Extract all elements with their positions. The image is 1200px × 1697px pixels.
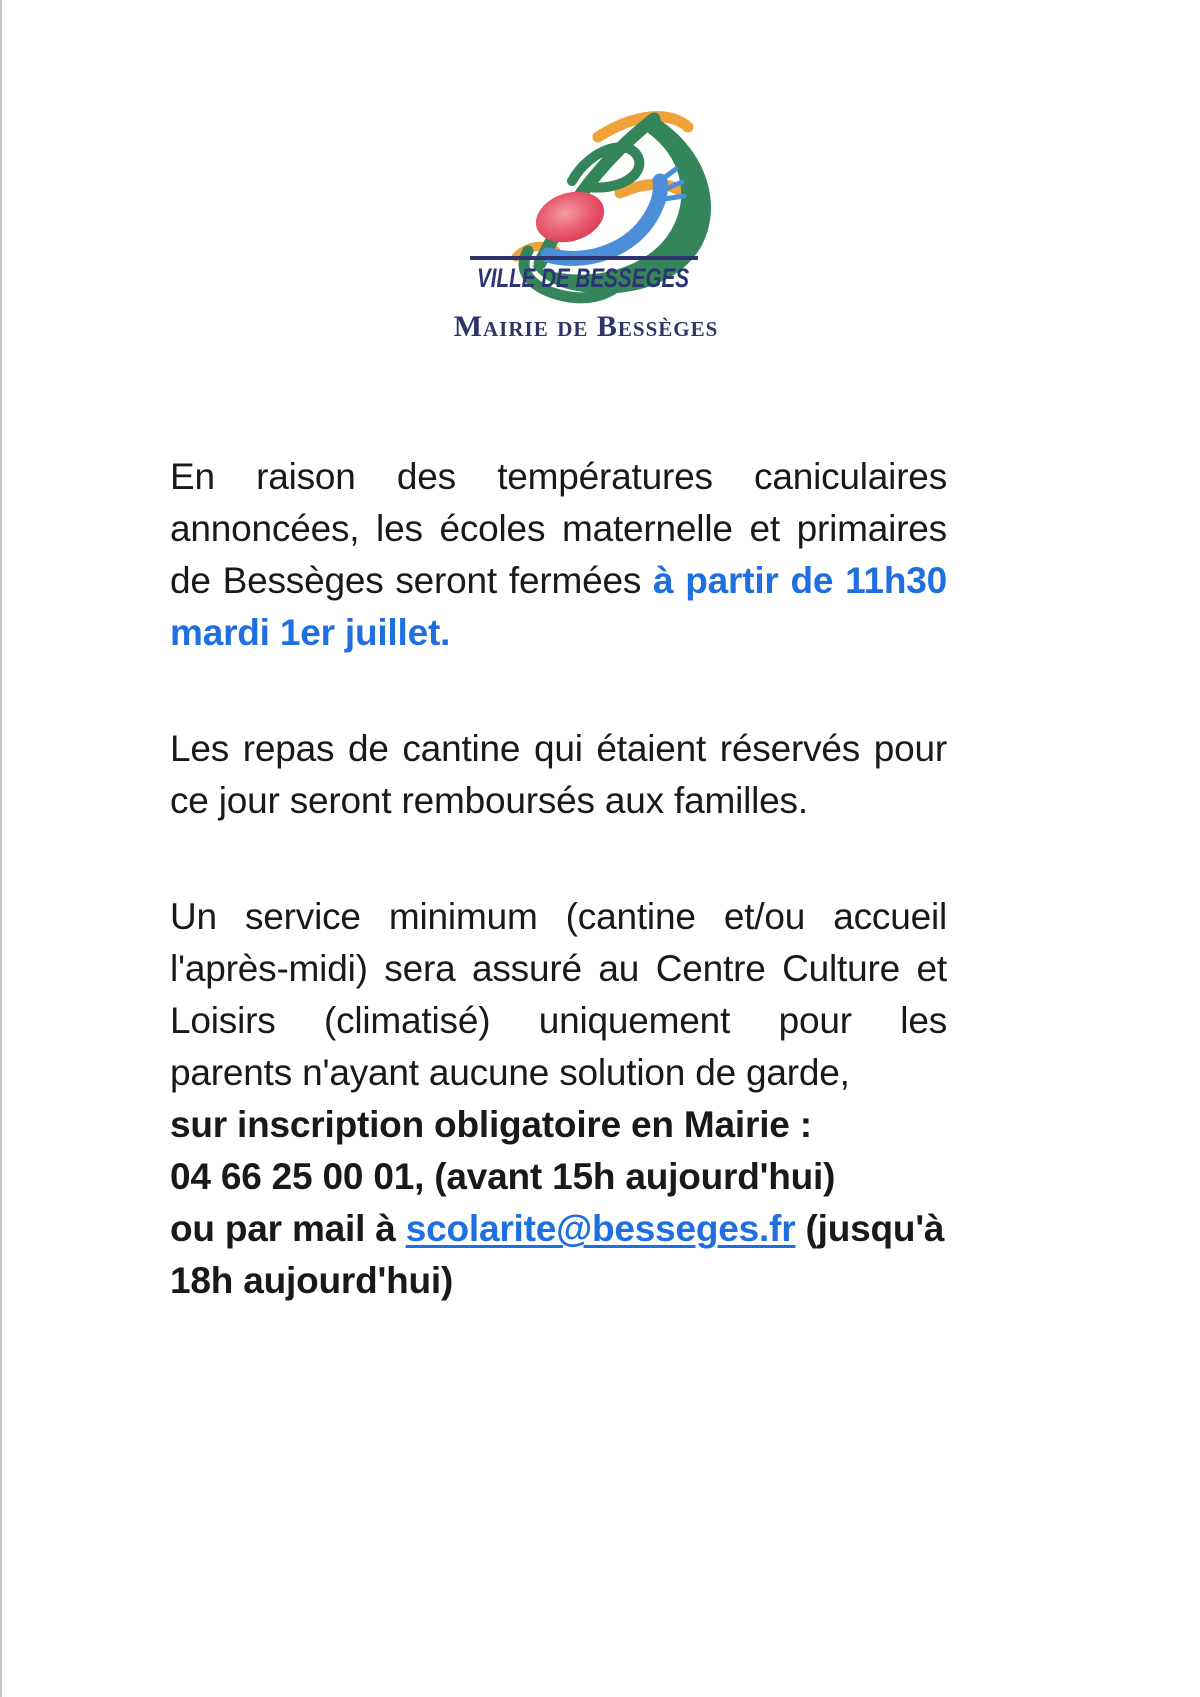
notice-line: Un service minimum (cantine et/ou accueil [170,896,947,937]
notice-line [170,555,947,607]
paragraph-closure [170,451,947,659]
registration-instruction: sur inscription obligatoire en Mairie : [170,1104,812,1145]
notice-line: annoncées, les écoles maternelle et primaires [170,508,947,549]
email-line-prefix: ou par mail à [170,1208,406,1249]
city-logo [430,75,730,305]
notice-line: ce jour seront remboursés aux familles. [170,780,808,821]
closure-date-highlight: mardi 1er juillet. [170,612,451,653]
notice-line: Les repas de cantine qui étaient réservés pour [170,728,947,769]
notice-text: de Bessèges seront fermées [170,560,653,601]
notice-body [170,451,947,1307]
scan-edge-artifact [0,0,2,1697]
paragraph-refund [170,723,947,827]
notice-line: Loisirs (climatisé) uniquement pour les [170,1000,947,1041]
email-line-suffix: (jusqu'à [795,1208,945,1249]
mairie-label: Mairie de Bessèges [453,310,719,343]
notice-line: En raison des températures caniculaires [170,456,947,497]
paragraph-service-minimum [170,891,947,1307]
notice-line: parents n'ayant aucune solution de garde, [170,1052,850,1093]
closure-time-highlight: à partir de 11h30 [653,560,947,601]
logo-red-oval [529,183,610,250]
notice-line: l'après-midi) sera assuré au Centre Culture et [170,948,947,989]
logo-ville-label: VILLE DE BESSEGES [477,263,689,293]
deadline-line: 18h aujourd'hui) [170,1260,454,1301]
email-link[interactable]: scolarite@besseges.fr [405,1208,796,1249]
besseges-logo-icon [430,75,730,305]
email-line [170,1203,947,1255]
phone-number-line: 04 66 25 00 01, (avant 15h aujourd'hui) [170,1156,836,1197]
logo-rule [470,256,698,260]
